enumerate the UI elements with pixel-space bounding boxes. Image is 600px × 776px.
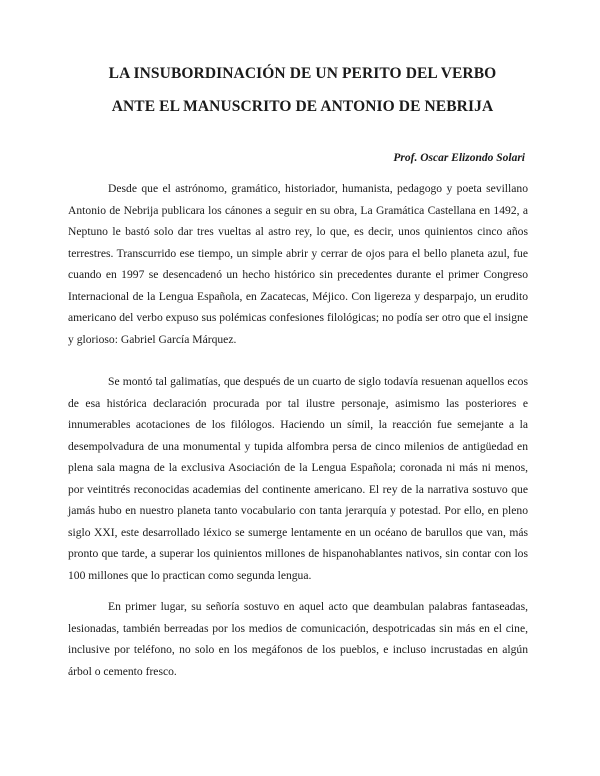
title-line-2: ANTE EL MANUSCRITO DE ANTONIO DE NEBRIJA	[111, 98, 494, 115]
paragraph-1: Desde que el astrónomo, gramático, historiador, humanista, pedagogo y poeta sevillano Antonio de Nebrija publicara los cánones a seguir en su obra, La Gramática Castellana en 1492, a Neptuno le bastó solo dar tres vueltas al astro rey, lo que, es decir, unos quinientos cinco años terrestres. Transcurrido ese tiempo, un simple abrir y cerrar de ojos para el bello planeta azul, fue cuando en 1997 se desencadenó un hecho histórico sin precedentes durante el primer Congreso Internacional de la Lengua Española, en Zacatecas, Méjico. Con ligereza y desparpajo, un erudito americano del verbo expuso sus polémicas confesiones filológicas; no podía ser otro que el insigne y glorioso: Gabriel García Márquez.	[68, 182, 528, 346]
paragraph-3: En primer lugar, su señoría sostuvo en aquel acto que deambulan palabras fantaseadas, lesionadas, también berreadas por los medios de comunicación, despotricadas sin más en el cine, inclusive por teléfono, no solo en los megáfonos de los pueblos, e incluso incrustadas en algún árbol o cemento fresco.	[68, 600, 528, 678]
title-line-1: LA INSUBORDINACIÓN DE UN PERITO DEL VERBO	[108, 65, 497, 82]
author-byline: Prof. Oscar Elizondo Solari	[393, 152, 525, 164]
paragraph-2: Se montó tal galimatías, que después de un cuarto de siglo todavía resuenan aquellos ecos de esa histórica declaración procurada por tal ilustre personaje, asimismo las posteriores e innumerables acotaciones de los filólogos. Haciendo un símil, la reacción fue semejante a la desempolvadura de una monumental y tupida alfombra persa de cinco milenios de antigüedad en plena sala magna de la exclusiva Asociación de la Lengua Española; coronada ni más ni menos, por veintitrés reconocidas academias del continente americano. El rey de la narrativa sostuvo que jamás hubo en nuestro planeta tanto vocabulario con tanta jerarquía y potestad. Por ello, en pleno siglo XXI, este desarrollado léxico se sumerge lentamente en un océano de barullos que van, más pronto que tarde, a superar los quinientos millones de hispanohablantes nativos, sin contar con los 100 millones que lo practican como segunda lengua.	[68, 375, 528, 582]
